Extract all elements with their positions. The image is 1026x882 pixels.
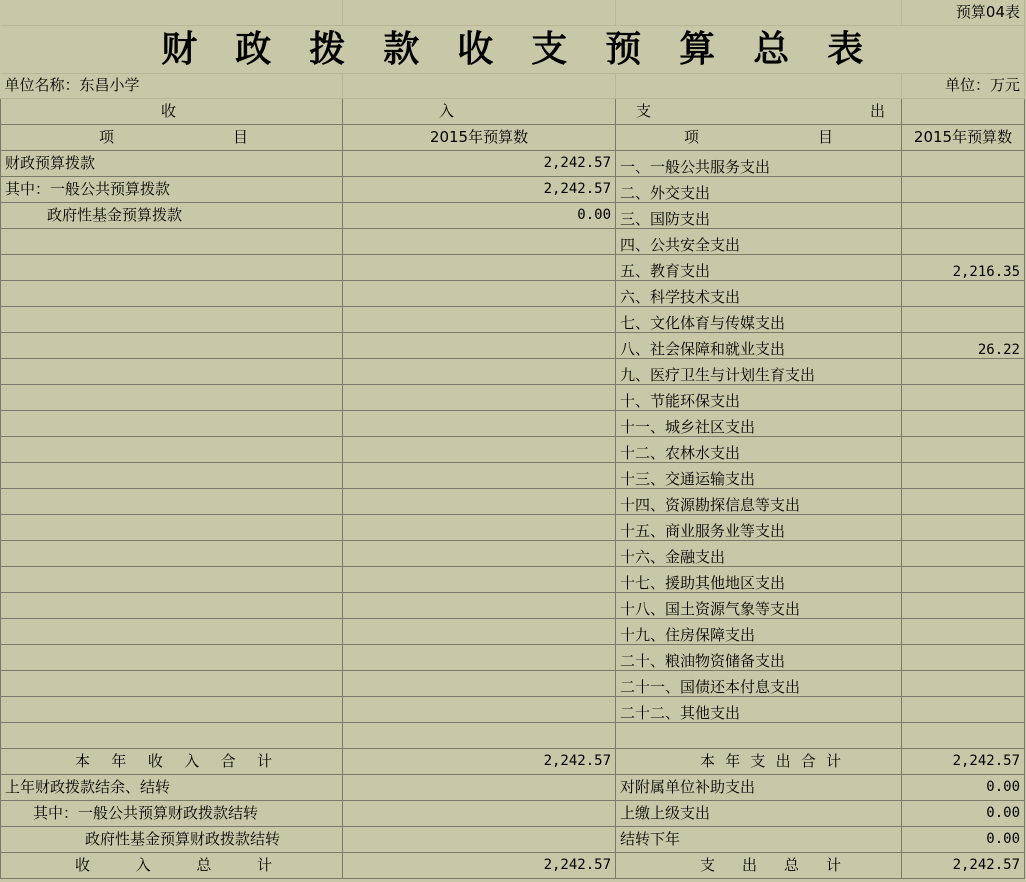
table-row (1, 774, 1025, 800)
expense-item-value (902, 540, 1025, 566)
expense-other-label: 对附属单位补助支出 (616, 774, 902, 800)
expense-item-value (902, 150, 1025, 176)
total-row (1, 748, 1025, 774)
expense-item-value (902, 410, 1025, 436)
table-row (1, 280, 1025, 306)
expense-item-value (902, 618, 1025, 644)
income-item-value: 0.00 (343, 202, 616, 228)
expense-item-value (902, 670, 1025, 696)
expense-item-value (902, 514, 1025, 540)
form-number: 预算04表 (902, 0, 1025, 25)
expense-item-value (902, 202, 1025, 228)
table-row (1, 436, 1025, 462)
expense-item-label: 二十、粮油物资储备支出 (616, 644, 902, 670)
table-row (1, 644, 1025, 670)
expense-other-value: 0.00 (902, 826, 1025, 852)
expense-item-value (902, 176, 1025, 202)
expense-item-value (902, 592, 1025, 618)
expense-item-label: 十二、农林水支出 (616, 436, 902, 462)
expense-item-label: 十三、交通运输支出 (616, 462, 902, 488)
table-row (1, 384, 1025, 410)
expense-item-value (902, 696, 1025, 722)
expense-item-value (902, 228, 1025, 254)
expense-item-label: 四、公共安全支出 (616, 228, 902, 254)
carryover-value (343, 800, 616, 826)
table-row (1, 540, 1025, 566)
carryover-value (343, 774, 616, 800)
expense-item-label: 七、文化体育与传媒支出 (616, 306, 902, 332)
expense-item-label: 六、科学技术支出 (616, 280, 902, 306)
expense-item-label: 十九、住房保障支出 (616, 618, 902, 644)
income-total-label: 本年收入合计 (1, 748, 343, 774)
expense-item-value (902, 358, 1025, 384)
table-row (1, 462, 1025, 488)
expense-total-label: 本年支出合计 (616, 748, 902, 774)
expense-item-label: 五、教育支出 (616, 254, 902, 280)
expense-item-value (902, 566, 1025, 592)
expense-item-value (902, 306, 1025, 332)
table-row (1, 592, 1025, 618)
carryover-label: 其中：一般公共预算财政拨款结转 (1, 800, 343, 826)
expense-item-value (902, 644, 1025, 670)
expense-item-label: 九、医疗卫生与计划生育支出 (616, 358, 902, 384)
expense-item-label: 十七、援助其他地区支出 (616, 566, 902, 592)
expense-item-label: 十八、国土资源气象等支出 (616, 592, 902, 618)
income-grand-total-value: 2,242.57 (343, 852, 616, 878)
table-row (1, 228, 1025, 254)
expense-item-label: 十四、资源勘探信息等支出 (616, 488, 902, 514)
income-budget-header: 2015年预算数 (343, 124, 616, 150)
income-item-label: 财政预算拨款 (1, 150, 343, 176)
table-row (1, 254, 1025, 280)
income-header-right: 入 (343, 98, 616, 124)
carryover-value (343, 826, 616, 852)
unit-label: 单位：万元 (902, 73, 1025, 98)
income-header-left: 收 (1, 98, 343, 124)
table-row (1, 722, 1025, 748)
expense-grand-total-value: 2,242.57 (902, 852, 1025, 878)
expense-other-label: 上缴上级支出 (616, 800, 902, 826)
page-title: 财政拨款收支预算总表 (1, 25, 1025, 73)
grand-total-row (1, 852, 1025, 878)
expense-item-label: 一、一般公共服务支出 (616, 150, 902, 176)
expense-item-label: 十五、商业服务业等支出 (616, 514, 902, 540)
table-row (1, 332, 1025, 358)
table-row (1, 176, 1025, 202)
table-row (1, 566, 1025, 592)
carryover-label: 政府性基金预算财政拨款结转 (1, 826, 343, 852)
expense-header-right: 出 (870, 101, 886, 120)
expense-item-label: 十一、城乡社区支出 (616, 410, 902, 436)
expense-item-value (902, 280, 1025, 306)
table-row (1, 358, 1025, 384)
expense-item-value: 2,216.35 (902, 254, 1025, 280)
table-row (1, 618, 1025, 644)
table-row (1, 150, 1025, 176)
expense-budget-header: 2015年预算数 (902, 124, 1025, 150)
expense-grand-total-label: 支出总计 (616, 852, 902, 878)
income-item-value: 2,242.57 (343, 176, 616, 202)
table-row (1, 488, 1025, 514)
income-item-label: 其中：一般公共预算拨款 (1, 176, 343, 202)
expense-item-label: 二十二、其他支出 (616, 696, 902, 722)
expense-header-left: 支 (636, 101, 652, 120)
expense-other-value: 0.00 (902, 800, 1025, 826)
expense-item-label: 十、节能环保支出 (616, 384, 902, 410)
table-row (1, 670, 1025, 696)
income-item-value: 2,242.57 (343, 150, 616, 176)
expense-item-value (902, 436, 1025, 462)
table-row (1, 696, 1025, 722)
income-item-header: 项 目 (1, 124, 343, 150)
expense-item-value (902, 488, 1025, 514)
table-row (1, 800, 1025, 826)
table-row (1, 826, 1025, 852)
expense-total-value: 2,242.57 (902, 748, 1025, 774)
expense-item-label: 八、社会保障和就业支出 (616, 332, 902, 358)
expense-item-label: 二十一、国债还本付息支出 (616, 670, 902, 696)
income-total-value: 2,242.57 (343, 748, 616, 774)
unit-name: 单位名称：东昌小学 (1, 73, 343, 98)
expense-item-label: 二、外交支出 (616, 176, 902, 202)
expense-item-label: 十六、金融支出 (616, 540, 902, 566)
table-row (1, 202, 1025, 228)
expense-item-label: 三、国防支出 (616, 202, 902, 228)
income-grand-total-label: 收入总计 (1, 852, 343, 878)
income-item-label: 政府性基金预算拨款 (1, 202, 343, 228)
expense-other-value: 0.00 (902, 774, 1025, 800)
expense-item-value (902, 462, 1025, 488)
table-row (1, 514, 1025, 540)
carryover-label: 上年财政拨款结余、结转 (1, 774, 343, 800)
table-row (1, 410, 1025, 436)
expense-item-header: 项 目 (616, 124, 902, 150)
expense-item-value (902, 384, 1025, 410)
table-row (1, 306, 1025, 332)
expense-other-label: 结转下年 (616, 826, 902, 852)
expense-item-value: 26.22 (902, 332, 1025, 358)
